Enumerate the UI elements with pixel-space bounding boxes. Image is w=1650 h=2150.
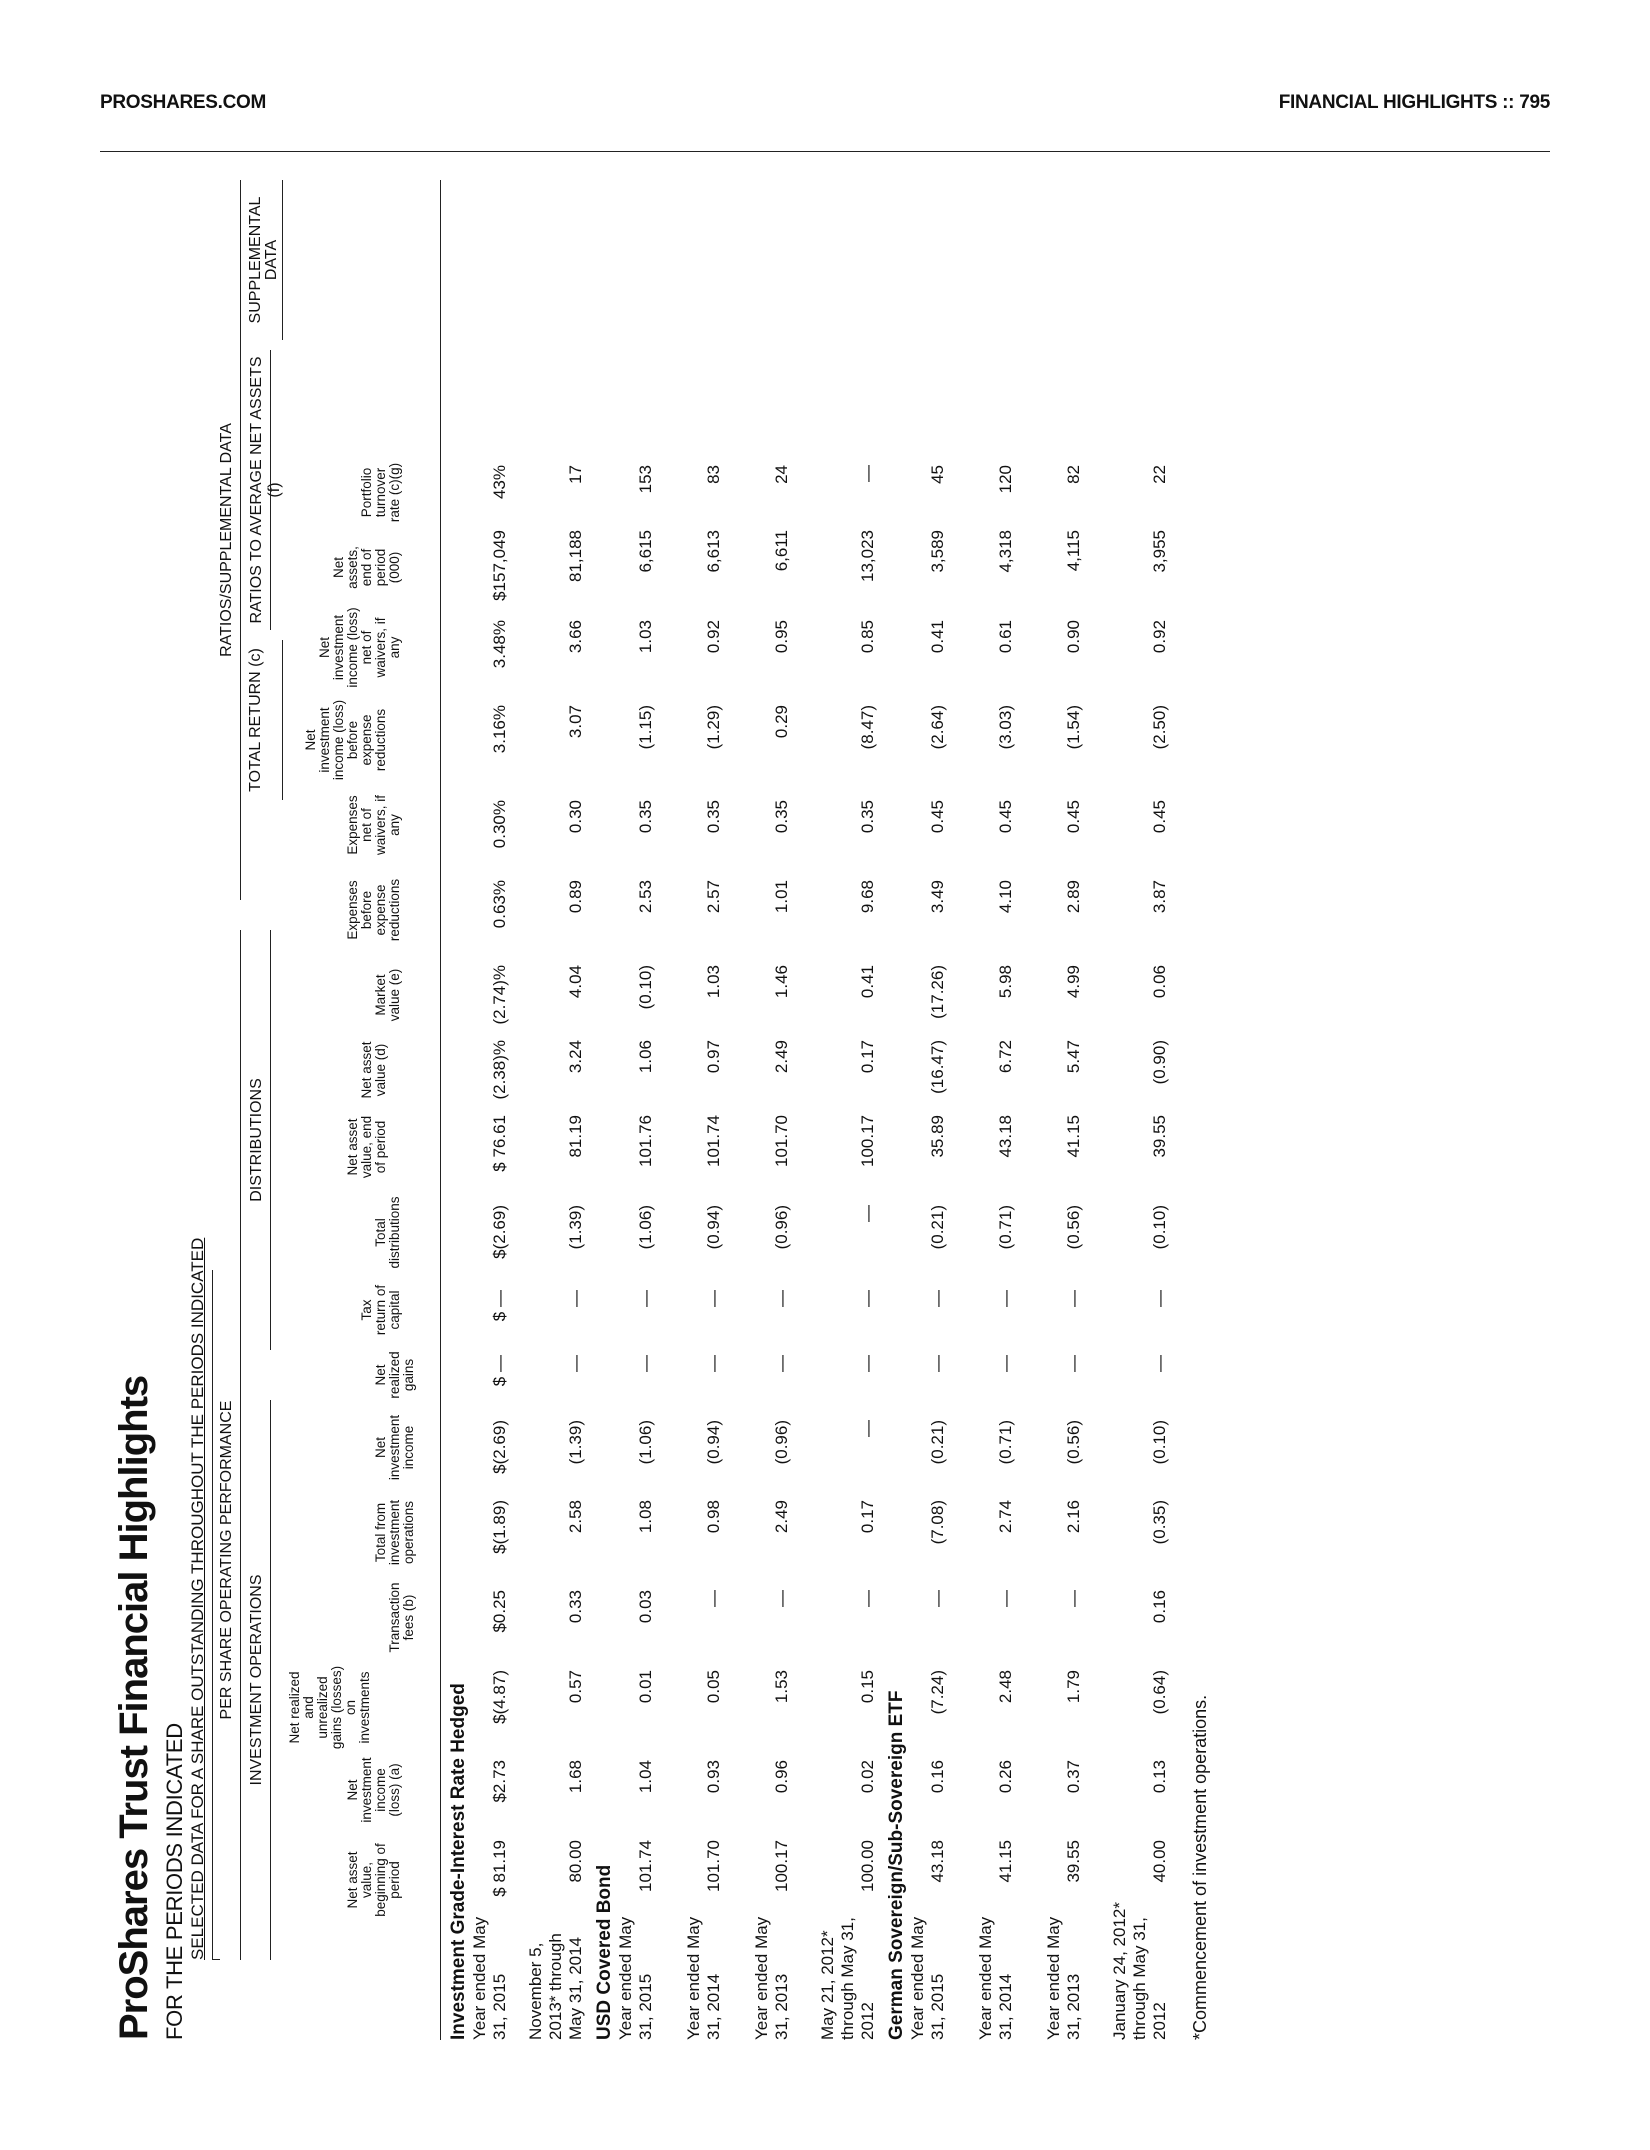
- cell: (2.38)%: [490, 1040, 509, 1100]
- cell: 0.98: [704, 1500, 723, 1534]
- section-title: German Sovereign/Sub-Sovereign ETF: [886, 1690, 907, 2040]
- cell: 100.17: [772, 1840, 791, 1892]
- section-title: USD Covered Bond: [594, 1864, 615, 2040]
- cell: —: [928, 1590, 947, 1607]
- cell: 3.48%: [490, 620, 509, 669]
- cell: (7.08): [928, 1500, 947, 1545]
- page-subtitle: FOR THE PERIODS INDICATED: [162, 1723, 187, 2040]
- per-share-left-tick: [212, 1959, 220, 1960]
- cell: 0.95: [772, 620, 791, 654]
- cell: 9.68: [858, 880, 877, 914]
- cell: (2.74)%: [490, 965, 509, 1025]
- cell: (2.64): [928, 705, 947, 750]
- ratios-supplemental-group: RATIOS/SUPPLEMENTAL DATA: [218, 423, 235, 657]
- supplemental-group: SUPPLEMENTAL DATA: [247, 196, 280, 324]
- cell: (0.71): [996, 1420, 1015, 1465]
- cell: (1.54): [1064, 705, 1083, 750]
- cell: 120: [996, 465, 1015, 494]
- cell: 43%: [490, 465, 509, 500]
- row-label: May 21, 2012* through May 31, 2012: [818, 1917, 877, 2040]
- col-expenses-before: Expenses before expense reductions: [345, 878, 402, 942]
- col-net-realized-unrealized: Net realized and unrealized gains (losses) on investments: [287, 1665, 372, 1750]
- row-label: Year ended May 31, 2013: [752, 1916, 791, 2040]
- footnote: *Commencement of investment operations.: [1190, 1694, 1210, 2040]
- cell: 0.33: [566, 1590, 585, 1624]
- cell: 4,115: [1064, 530, 1083, 572]
- cell: (0.21): [928, 1420, 947, 1465]
- ratios-avg-rule: [270, 350, 271, 630]
- cell: 43.18: [928, 1840, 947, 1883]
- investment-ops-rule: [270, 1400, 271, 1960]
- cell: 2.89: [1064, 880, 1083, 914]
- cell: (8.47): [858, 705, 877, 750]
- cell: 83: [704, 465, 723, 484]
- row-label: Year ended May 31, 2013: [1044, 1916, 1083, 2040]
- col-dist-net-investment-income: Net investment income: [373, 1414, 416, 1481]
- selected-data-label: SELECTED DATA FOR A SHARE OUTSTANDING THROUGHOUT THE PERIODS INDICATED: [188, 1237, 207, 1960]
- col-portfolio-turnover: Portfolio turnover rate (c)(g): [359, 462, 402, 523]
- cell: 6,615: [636, 530, 655, 573]
- cell: 41.15: [1064, 1115, 1083, 1158]
- col-nav-beginning: Net asset value, beginning of period: [345, 1843, 402, 1917]
- cell: 41.15: [996, 1840, 1015, 1883]
- section-name: FINANCIAL HIGHLIGHTS ::: [1278, 92, 1515, 113]
- cell: —: [704, 1590, 723, 1607]
- cell: (1.29): [704, 705, 723, 750]
- cell: —: [928, 1290, 947, 1307]
- cell: 4.04: [566, 965, 585, 999]
- cell: 6,611: [772, 530, 791, 572]
- per-share-group-rule: [240, 930, 241, 1960]
- cell: 0.37: [1064, 1760, 1083, 1794]
- cell: 100.17: [858, 1115, 877, 1167]
- cell: 0.30%: [490, 800, 509, 849]
- cell: 101.74: [636, 1840, 655, 1892]
- cell: 0.16: [928, 1760, 947, 1794]
- cell: $(4.87): [490, 1670, 509, 1724]
- cell: 1.79: [1064, 1670, 1083, 1704]
- cell: $(1.89): [490, 1500, 509, 1554]
- cell: —: [928, 1355, 947, 1372]
- cell: 3.87: [1150, 880, 1169, 914]
- cell: —: [636, 1290, 655, 1307]
- col-dist-net-realized-gains: Net realized gains: [373, 1351, 416, 1399]
- cell: (0.94): [704, 1420, 723, 1465]
- cell: 3,955: [1150, 530, 1169, 573]
- cell: 22: [1150, 465, 1169, 484]
- cell: 1.04: [636, 1760, 655, 1794]
- cell: (0.64): [1150, 1670, 1169, 1715]
- cell: 80.00: [566, 1840, 585, 1883]
- cell: —: [636, 1355, 655, 1372]
- site-header: PROSHARES.COM: [100, 92, 267, 113]
- cell: 101.74: [704, 1115, 723, 1167]
- cell: 0.92: [1150, 620, 1169, 654]
- cell: —: [996, 1290, 1015, 1307]
- cell: —: [704, 1355, 723, 1372]
- cell: 1.01: [772, 880, 791, 914]
- cell: (0.96): [772, 1420, 791, 1465]
- row-label: Year ended May 31, 2014: [684, 1916, 723, 2040]
- total-return-group: TOTAL RETURN (c): [247, 648, 264, 792]
- row-label: Year ended May 31, 2014: [976, 1916, 1015, 2040]
- cell: 2.49: [772, 1500, 791, 1534]
- cell: 0.45: [1064, 800, 1083, 834]
- cell: 81.19: [566, 1115, 585, 1158]
- cell: $157,049: [490, 530, 509, 601]
- cell: $(2.69): [490, 1205, 509, 1259]
- row-label: Year ended May 31, 2015: [470, 1916, 509, 2040]
- cell: (0.56): [1064, 1420, 1083, 1465]
- financial-highlights-table: [100, 170, 1580, 2040]
- section-title: Investment Grade-Interest Rate Hedged: [448, 1683, 469, 2040]
- cell: 0.93: [704, 1760, 723, 1794]
- cell: 82: [1064, 465, 1083, 484]
- cell: 4.10: [996, 880, 1015, 914]
- cell: —: [996, 1355, 1015, 1372]
- cell: (3.03): [996, 705, 1015, 750]
- cell: 0.57: [566, 1670, 585, 1704]
- distributions-group: DISTRIBUTIONS: [248, 1078, 265, 1202]
- row-label: Year ended May 31, 2015: [616, 1916, 655, 2040]
- cell: $(2.69): [490, 1420, 509, 1474]
- cell: 0.30: [566, 800, 585, 834]
- cell: 0.35: [636, 800, 655, 834]
- cell: 0.35: [858, 800, 877, 834]
- cell: (0.94): [704, 1205, 723, 1250]
- cell: 40.00: [1150, 1840, 1169, 1883]
- cell: 5.47: [1064, 1040, 1083, 1074]
- cell: 100.00: [858, 1840, 877, 1892]
- cell: (17.26): [928, 965, 947, 1019]
- cell: —: [772, 1590, 791, 1607]
- col-transaction-fees: Transaction fees (b): [387, 1582, 416, 1653]
- investment-ops-group: INVESTMENT OPERATIONS: [248, 1574, 265, 1786]
- table-header-rule: [440, 180, 441, 2040]
- cell: 6,613: [704, 530, 723, 573]
- cell: —: [858, 1590, 877, 1607]
- cell: 5.98: [996, 965, 1015, 999]
- cell: 0.05: [704, 1670, 723, 1704]
- cell: (0.10): [636, 965, 655, 1010]
- cell: 1.53: [772, 1670, 791, 1704]
- cell: (2.50): [1150, 705, 1169, 750]
- col-total-from-operations: Total from investment operations: [373, 1499, 416, 1566]
- cell: —: [566, 1290, 585, 1307]
- cell: 4,318: [996, 530, 1015, 573]
- cell: 0.26: [996, 1760, 1015, 1794]
- cell: $ —: [490, 1290, 509, 1322]
- cell: 0.35: [772, 800, 791, 834]
- cell: 1.03: [636, 620, 655, 654]
- supplemental-rule: [282, 180, 283, 340]
- ratios-supplemental-rule: [240, 180, 241, 900]
- cell: 0.90: [1064, 620, 1083, 654]
- cell: $ 76.61: [490, 1115, 509, 1172]
- cell: —: [858, 1355, 877, 1372]
- header-rule: [100, 151, 1550, 152]
- cell: —: [566, 1355, 585, 1372]
- cell: 1.03: [704, 965, 723, 999]
- cell: 35.89: [928, 1115, 947, 1158]
- cell: 0.45: [996, 800, 1015, 834]
- cell: 3.24: [566, 1040, 585, 1074]
- cell: 0.63%: [490, 880, 509, 929]
- cell: 0.96: [772, 1760, 791, 1794]
- per-share-group: PER SHARE OPERATING PERFORMANCE: [218, 1400, 235, 1720]
- col-total-return-market: Market value (e): [373, 968, 402, 1022]
- cell: (1.06): [636, 1205, 655, 1250]
- cell: (0.56): [1064, 1205, 1083, 1250]
- cell: (1.15): [636, 705, 655, 750]
- cell: 0.01: [636, 1670, 655, 1704]
- cell: 2.53: [636, 880, 655, 914]
- cell: —: [1150, 1290, 1169, 1307]
- cell: (0.96): [772, 1205, 791, 1250]
- cell: 0.41: [858, 965, 877, 999]
- cell: 1.08: [636, 1500, 655, 1534]
- cell: $2.73: [490, 1760, 509, 1803]
- col-nii-before: Net investment income (loss) before expense reductions: [303, 699, 388, 781]
- cell: $ —: [490, 1355, 509, 1387]
- distributions-rule: [270, 930, 271, 1350]
- cell: 2.49: [772, 1040, 791, 1074]
- cell: 0.97: [704, 1040, 723, 1074]
- row-label: Year ended May 31, 2015: [908, 1916, 947, 2040]
- cell: (1.39): [566, 1420, 585, 1465]
- col-total-distributions: Total distributions: [373, 1196, 402, 1269]
- cell: 101.70: [772, 1115, 791, 1167]
- cell: 39.55: [1150, 1115, 1169, 1158]
- page-title: ProShares Trust Financial Highlights: [112, 1375, 156, 2040]
- cell: 3.66: [566, 620, 585, 654]
- cell: (0.10): [1150, 1205, 1169, 1250]
- cell: 0.61: [996, 620, 1015, 654]
- cell: 4.99: [1064, 965, 1083, 999]
- cell: 0.89: [566, 880, 585, 914]
- cell: (0.71): [996, 1205, 1015, 1250]
- cell: (0.10): [1150, 1420, 1169, 1465]
- cell: (0.35): [1150, 1500, 1169, 1545]
- cell: 3.07: [566, 705, 585, 739]
- cell: 0.13: [1150, 1760, 1169, 1794]
- cell: —: [772, 1290, 791, 1307]
- per-share-rule: [212, 1270, 213, 1960]
- cell: 0.45: [1150, 800, 1169, 834]
- cell: 13,023: [858, 530, 877, 582]
- cell: 0.85: [858, 620, 877, 654]
- col-nii-net: Net investment income (loss) net of waivers, if any: [317, 607, 402, 688]
- col-net-assets-end: Net assets, end of period (000): [331, 546, 402, 589]
- cell: 1.68: [566, 1760, 585, 1794]
- cell: 1.06: [636, 1040, 655, 1074]
- row-label: January 24, 2012* through May 31, 2012: [1110, 1902, 1169, 2040]
- col-tax-return-capital: Tax return of capital: [359, 1284, 402, 1336]
- col-total-return-nav: Net asset value (d): [359, 1041, 388, 1099]
- cell: 0.45: [928, 800, 947, 834]
- cell: 0.92: [704, 620, 723, 654]
- cell: 0.03: [636, 1590, 655, 1624]
- cell: (1.39): [566, 1205, 585, 1250]
- total-return-rule: [282, 640, 283, 800]
- col-nav-end: Net asset value, end of period: [345, 1115, 388, 1179]
- cell: 3,589: [928, 530, 947, 573]
- cell: (1.06): [636, 1420, 655, 1465]
- cell: 81,188: [566, 530, 585, 582]
- cell: 0.35: [704, 800, 723, 834]
- cell: 101.76: [636, 1115, 655, 1167]
- cell: 39.55: [1064, 1840, 1083, 1883]
- cell: 153: [636, 465, 655, 494]
- cell: 3.49: [928, 880, 947, 914]
- cell: (0.90): [1150, 1040, 1169, 1085]
- page-number: 795: [1519, 92, 1550, 113]
- cell: —: [704, 1290, 723, 1307]
- cell: 0.15: [858, 1670, 877, 1704]
- cell: 2.74: [996, 1500, 1015, 1534]
- cell: —: [858, 1205, 877, 1222]
- cell: 45: [928, 465, 947, 484]
- cell: 0.29: [772, 705, 791, 739]
- cell: —: [1064, 1355, 1083, 1372]
- cell: 2.58: [566, 1500, 585, 1534]
- row-label: November 5, 2013* through May 31, 2014: [526, 1933, 585, 2040]
- cell: (7.24): [928, 1670, 947, 1715]
- cell: 0.02: [858, 1760, 877, 1794]
- cell: (16.47): [928, 1040, 947, 1094]
- cell: —: [858, 1290, 877, 1307]
- ratios-avg-group: RATIOS TO AVERAGE NET ASSETS (f): [248, 356, 283, 624]
- cell: —: [772, 1355, 791, 1372]
- cell: —: [1064, 1290, 1083, 1307]
- cell: 0.41: [928, 620, 947, 654]
- cell: 1.46: [772, 965, 791, 999]
- page-header: [1279, 92, 1550, 114]
- cell: $ 81.19: [490, 1840, 509, 1897]
- col-expenses-net: Expenses net of waivers, if any: [345, 795, 402, 856]
- cell: —: [1064, 1590, 1083, 1607]
- cell: 2.16: [1064, 1500, 1083, 1534]
- cell: $0.25: [490, 1590, 509, 1633]
- cell: 24: [772, 465, 791, 484]
- cell: —: [1150, 1355, 1169, 1372]
- cell: 0.17: [858, 1500, 877, 1534]
- cell: 0.17: [858, 1040, 877, 1074]
- cell: 43.18: [996, 1115, 1015, 1158]
- cell: 101.70: [704, 1840, 723, 1892]
- cell: (0.21): [928, 1205, 947, 1250]
- cell: 0.16: [1150, 1590, 1169, 1624]
- cell: —: [996, 1590, 1015, 1607]
- cell: 2.57: [704, 880, 723, 914]
- cell: 6.72: [996, 1040, 1015, 1074]
- cell: 3.16%: [490, 705, 509, 754]
- cell: 0.06: [1150, 965, 1169, 999]
- cell: —: [858, 1420, 877, 1437]
- cell: —: [858, 465, 877, 482]
- col-net-investment-income: Net investment income (loss) (a): [345, 1757, 402, 1823]
- cell: 17: [566, 465, 585, 484]
- cell: 2.48: [996, 1670, 1015, 1704]
